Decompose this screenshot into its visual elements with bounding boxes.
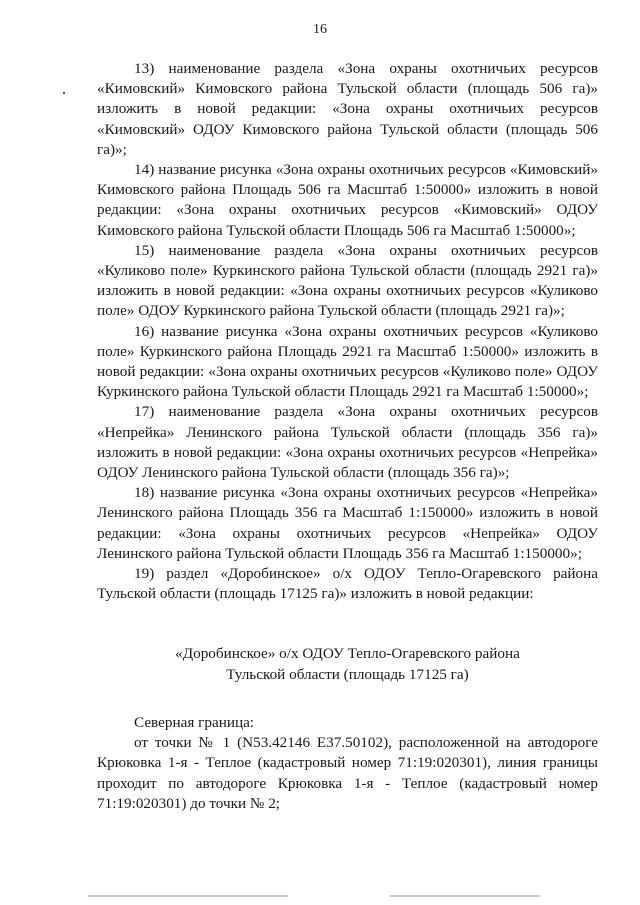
page-number: 16 bbox=[313, 22, 327, 37]
list-item-15: 15) наименование раздела «Зона охраны охотничьих ресурсов «Куликово поле» Куркинского района Тульской области (площадь 2921 га)» изложить в новой редакции: «Зона охраны охотничьих ресурсов «Куликово поле» ОДОУ Куркинского района Тульской области (площадь 2921 га)»; bbox=[97, 241, 598, 320]
section-heading-line-2: Тульской области (площадь 17125 га) bbox=[226, 665, 469, 683]
footer-artifact-right bbox=[390, 895, 540, 897]
footer-artifact-left bbox=[88, 895, 288, 897]
section-heading-line-1: «Доробинское» о/х ОДОУ Тепло-Огаревского района bbox=[175, 645, 520, 663]
section-heading bbox=[97, 644, 598, 684]
scan-artifact bbox=[63, 92, 65, 94]
border-title: Северная граница: bbox=[134, 713, 255, 731]
list-item-13: 13) наименование раздела «Зона охраны охотничьих ресурсов «Кимовский» Кимовского района Тульской области (площадь 506 га)» изложить в новой редакции: «Зона охраны охотничьих ресурсов «Кимовский» ОДОУ Кимовского района Тульской области (площадь 506 га)»; bbox=[97, 60, 598, 158]
document-body bbox=[97, 59, 598, 814]
list-item-18: 18) название рисунка «Зона охраны охотничьих ресурсов «Непрейка» Ленинского района Площадь 356 га Масштаб 1:150000» изложить в новой редакции: «Зона охраны охотничьих ресурсов «Непрейка» ОДОУ Ленинского района Тульской области Площадь 356 га Масштаб 1:150000»; bbox=[97, 484, 598, 562]
list-item-19: 19) раздел «Доробинское» о/х ОДОУ Тепло-Огаревского района Тульской области (площадь 17125 га)» изложить в новой редакции: bbox=[97, 565, 598, 603]
list-item-14: 14) название рисунка «Зона охраны охотничьих ресурсов «Кимовский» Кимовского района Площадь 506 га Масштаб 1:50000» изложить в новой редакции: «Зона охраны охотничьих ресурсов «Кимовский» ОДОУ Кимовского района Тульской области Площадь 506 га Масштаб 1:50000»; bbox=[97, 161, 598, 239]
list-item-17: 17) наименование раздела «Зона охраны охотничьих ресурсов «Непрейка» Ленинского района Тульской области (площадь 356 га)» изложить в новой редакции: «Зона охраны охотничьих ресурсов «Непрейка» ОДОУ Ленинского района Тульской области (площадь 356 га)»; bbox=[97, 403, 598, 482]
list-item-16: 16) название рисунка «Зона охраны охотничьих ресурсов «Куликово поле» Куркинского района Площадь 2921 га Масштаб 1:50000» изложить в новой редакции: «Зона охраны охотничьих ресурсов «Куликово поле» ОДОУ Куркинского района Тульской области Площадь 2921 га Масштаб 1:50000»; bbox=[97, 322, 598, 401]
border-description: от точки № 1 (N53.42146 E37.50102), расположенной на автодороге Крюковка 1-я - Теплое (кадастровый номер 71:19:020301), линия границы проходит по автодороге Крюковка 1-я - Теплое (кадастровый номер 71:19:020301) до точки № 2; bbox=[97, 734, 598, 812]
